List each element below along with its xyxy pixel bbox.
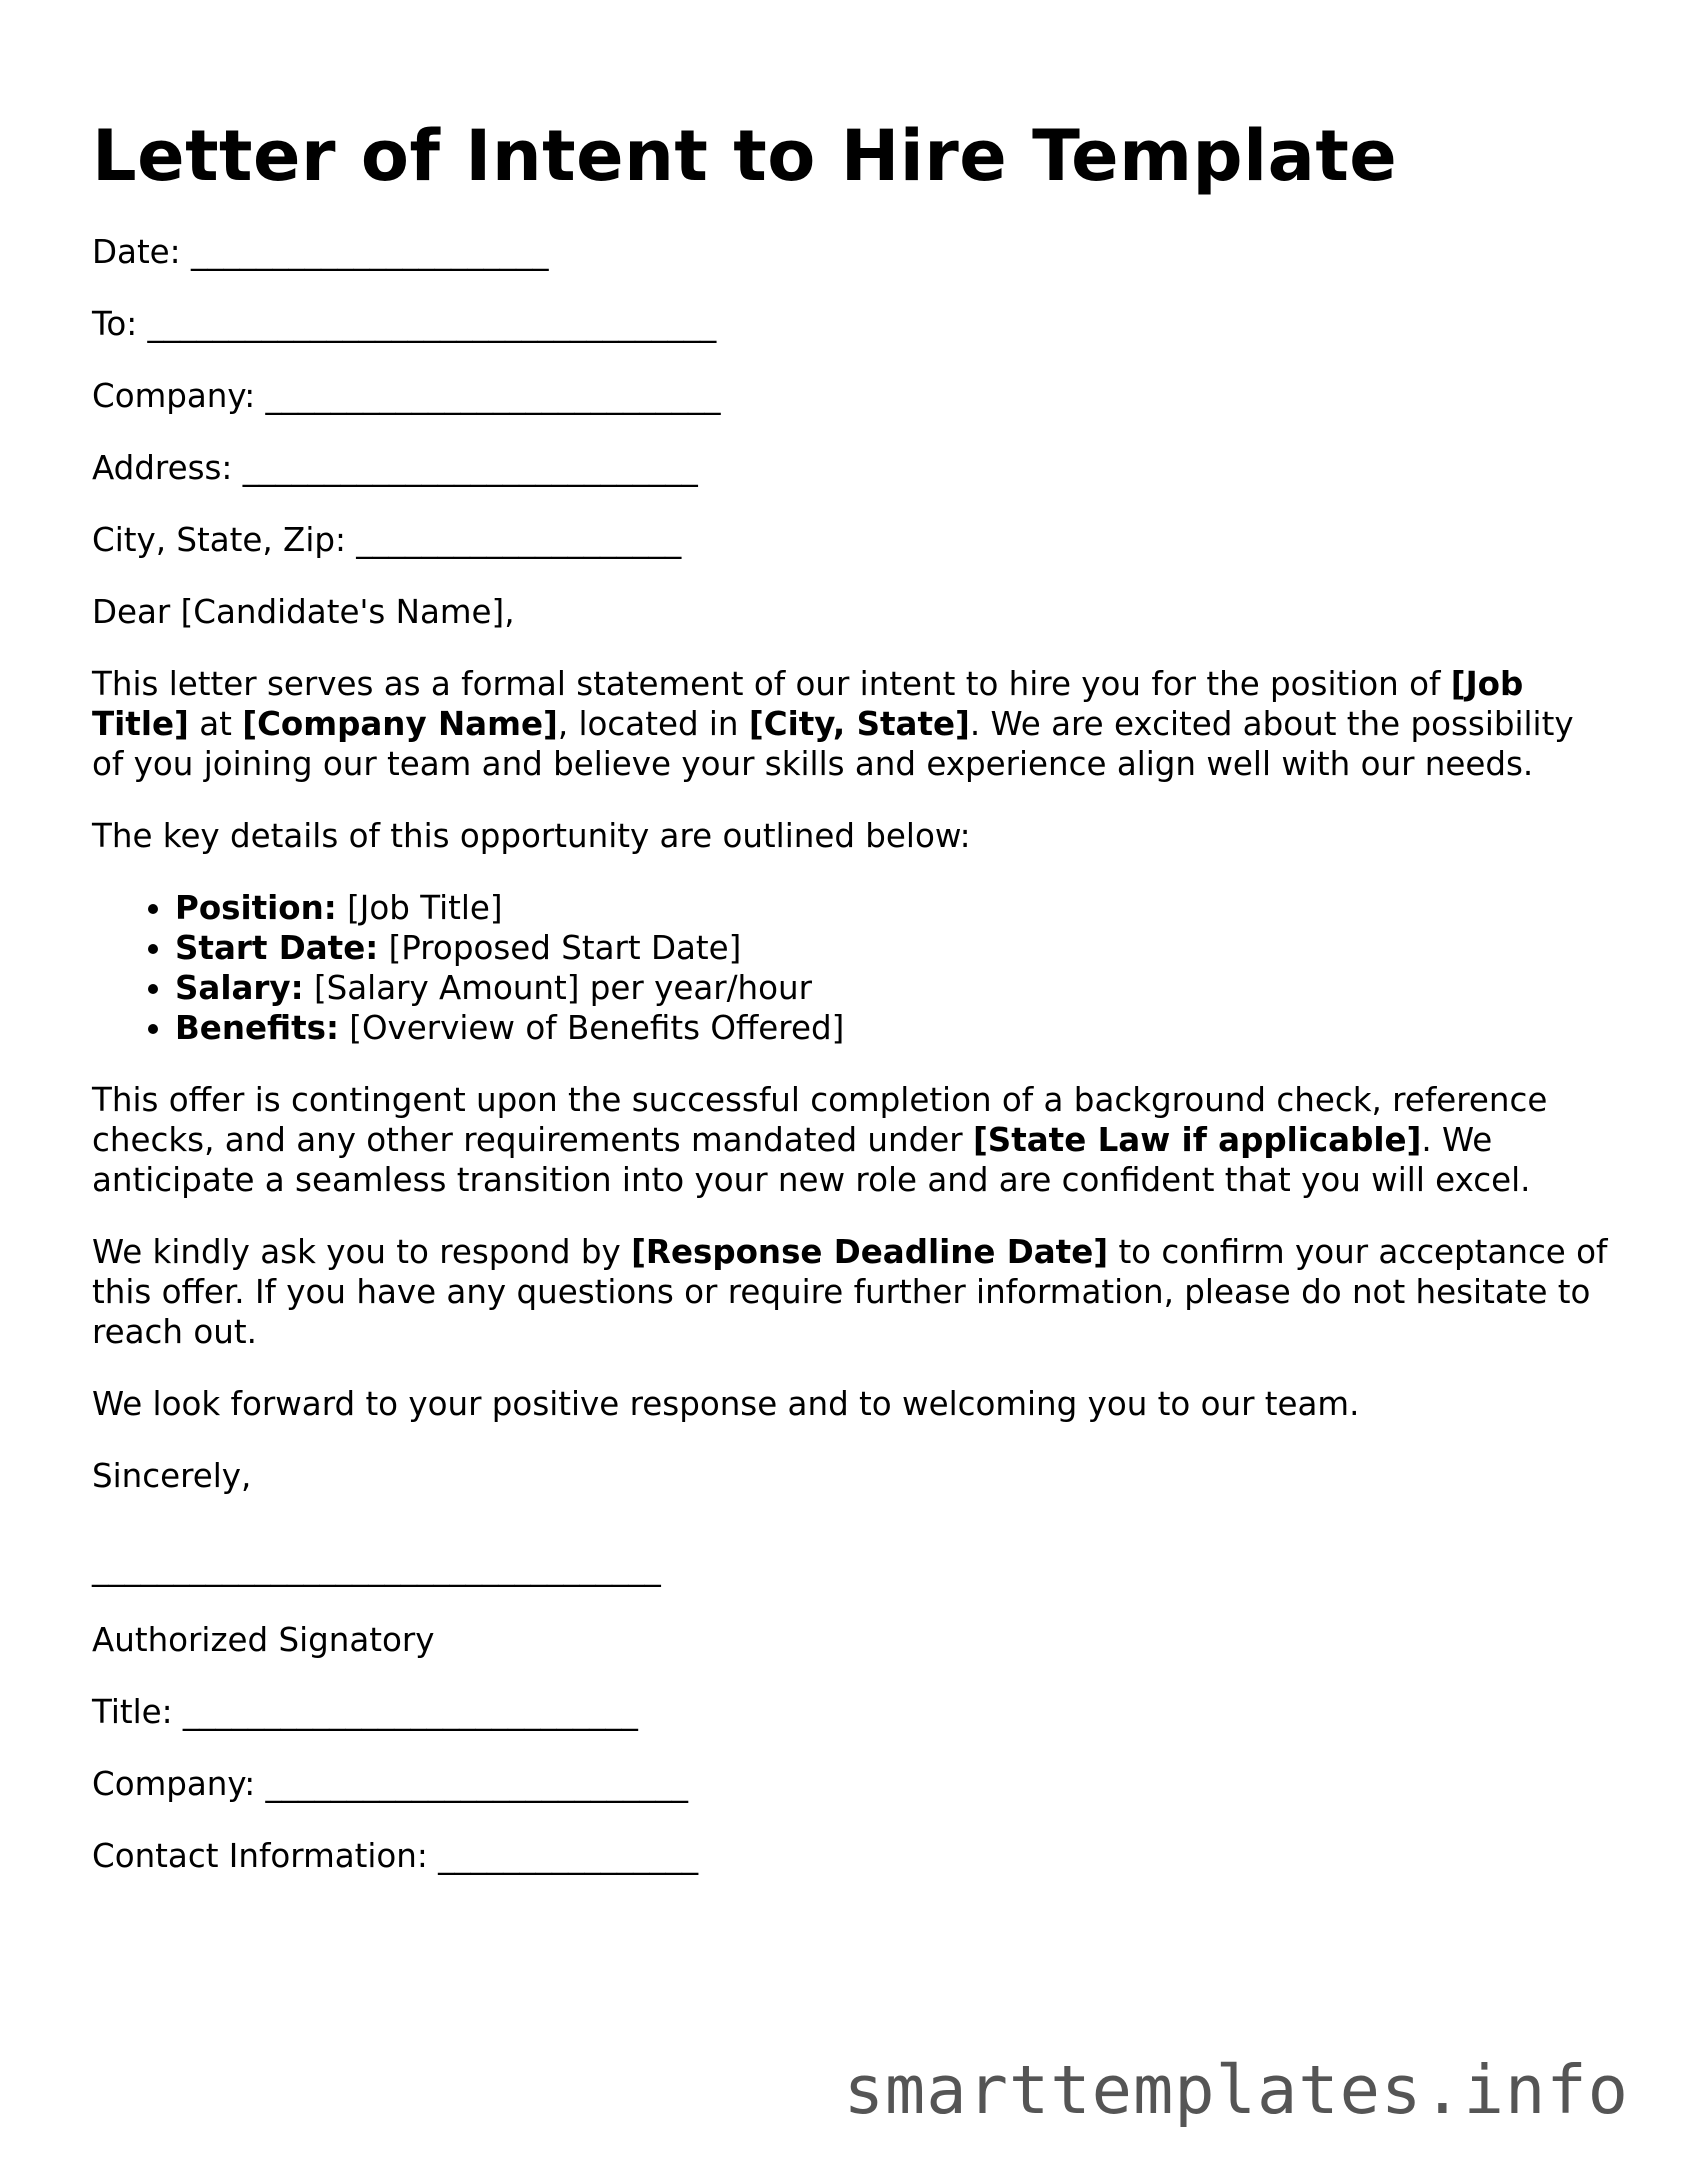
signatory-company-field: Company: __________________________ xyxy=(92,1765,689,1803)
intro-paragraph xyxy=(92,664,1612,784)
watermark: smarttemplates.info xyxy=(843,2051,1629,2129)
page-title: Letter of Intent to Hire Template xyxy=(92,115,1398,197)
to-field: To: ___________________________________ xyxy=(92,305,717,343)
details-list xyxy=(92,888,1612,1048)
signature-line: ___________________________________ xyxy=(92,1549,661,1587)
closing-paragraph: We look forward to your positive response and to welcoming you to our team. xyxy=(92,1385,1360,1423)
list-item xyxy=(175,968,1612,1008)
city-state-placeholder: [City, State] xyxy=(748,705,970,743)
list-item xyxy=(175,1008,1612,1048)
contingency-paragraph xyxy=(92,1080,1612,1200)
sign-off: Sincerely, xyxy=(92,1457,252,1495)
company-name-placeholder: [Company Name] xyxy=(242,705,558,743)
intro-text: , located in xyxy=(557,705,749,743)
title-field: Title: ____________________________ xyxy=(92,1693,638,1731)
letter-page xyxy=(92,110,1612,1908)
contact-information-field: Contact Information: ________________ xyxy=(92,1837,699,1875)
date-field: Date: ______________________ xyxy=(92,233,549,271)
detail-label: Start Date: xyxy=(175,929,379,967)
detail-value: [Job Title] xyxy=(336,889,503,927)
detail-label: Salary: xyxy=(175,969,304,1007)
intro-text: at xyxy=(188,705,243,743)
details-intro: The key details of this opportunity are outlined below: xyxy=(92,817,971,855)
company-field: Company: ____________________________ xyxy=(92,377,721,415)
city-state-zip-field: City, State, Zip: ____________________ xyxy=(92,521,682,559)
intro-text: . We are excited about the possibility of you joining our team and believe your skills and experience align well with our needs. xyxy=(92,705,1574,783)
detail-value: [Proposed Start Date] xyxy=(378,929,742,967)
detail-value: [Salary Amount] per year/hour xyxy=(303,969,812,1007)
detail-label: Position: xyxy=(175,889,337,927)
address-field: Address: ____________________________ xyxy=(92,449,698,487)
response-paragraph xyxy=(92,1232,1612,1352)
contingency-text: . We anticipate a seamless transition into your new role and are confident that you will excel. xyxy=(92,1121,1531,1199)
deadline-placeholder: [Response Deadline Date] xyxy=(631,1233,1109,1271)
contingency-text: This offer is contingent upon the successful completion of a background check, reference checks, and any other requirements mandated under xyxy=(92,1081,1548,1159)
list-item xyxy=(175,928,1612,968)
detail-value: [Overview of Benefits Offered] xyxy=(338,1009,845,1047)
state-law-placeholder: [State Law if applicable] xyxy=(972,1121,1422,1159)
job-title-placeholder: [Job Title] xyxy=(92,665,1524,743)
list-item xyxy=(175,888,1612,928)
response-text: to confirm your acceptance of this offer. If you have any questions or require further information, please do not hesitate to reach out. xyxy=(92,1233,1608,1351)
salutation: Dear [Candidate's Name], xyxy=(92,593,515,631)
signatory-label: Authorized Signatory xyxy=(92,1621,435,1659)
response-text: We kindly ask you to respond by xyxy=(92,1233,632,1271)
intro-text: This letter serves as a formal statement of our intent to hire you for the position of xyxy=(92,665,1451,703)
detail-label: Benefits: xyxy=(175,1009,339,1047)
